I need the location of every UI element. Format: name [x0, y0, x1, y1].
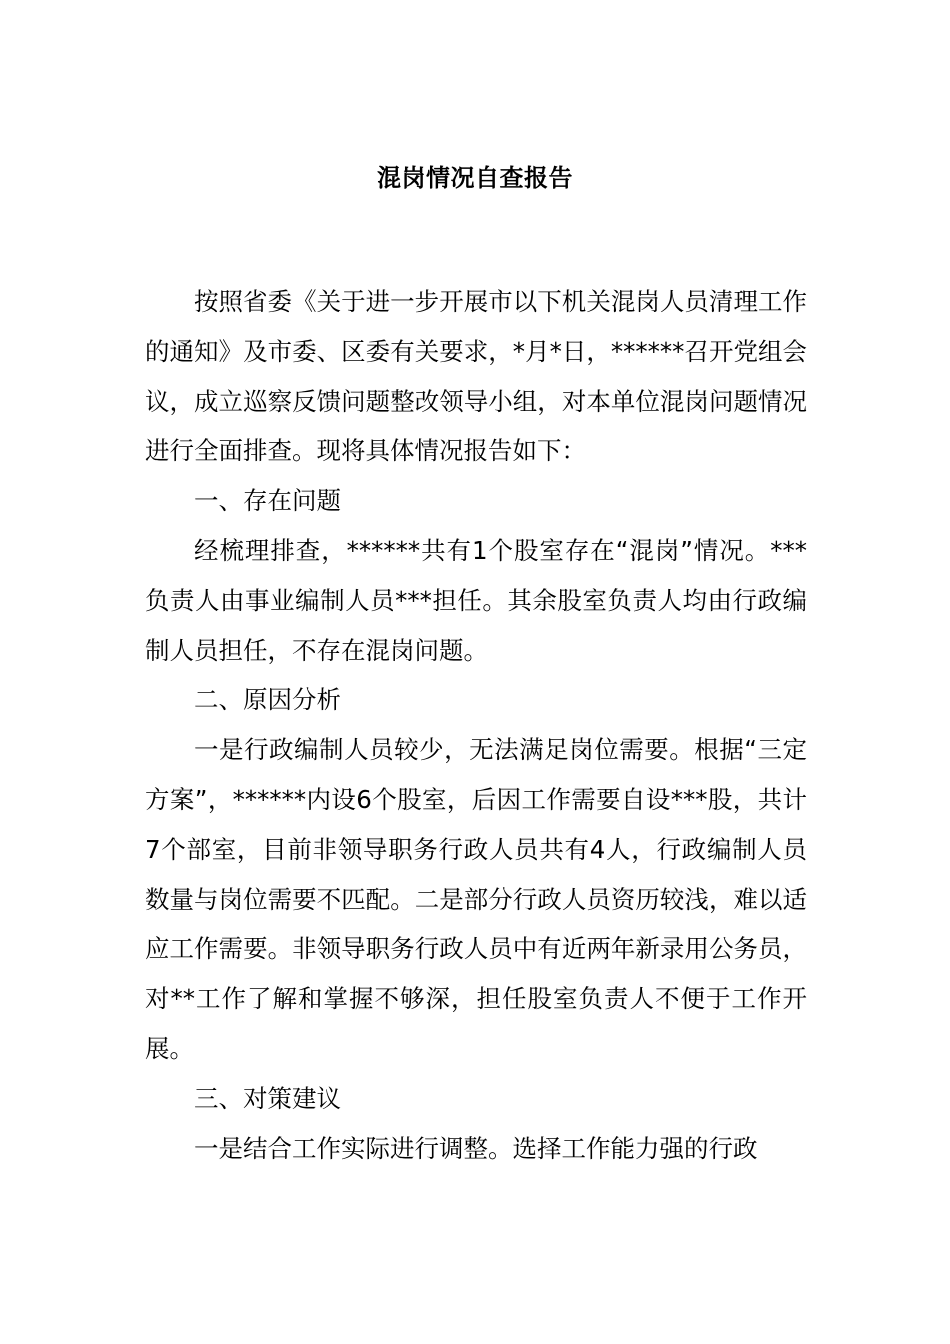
document-title: 混岗情况自查报告 [377, 164, 573, 192]
paragraph-problems: 经梳理排查，******共有1个股室存在“混岗”情况。***负责人由事业编制人员***担任。其余股室负责人均由行政编制人员担任，不存在混岗问题。 [145, 535, 807, 665]
section-heading-suggestions: 三、对策建议 [194, 1083, 341, 1113]
paragraph-causes: 一是行政编制人员较少，无法满足岗位需要。根据“三定方案”，******内设6个股室，后因工作需要自设***股，共计7个部室，目前非领导职务行政人员共有4人，行政编制人员数量与岗位需要不匹配。二是部分行政人员资历较浅，难以适应工作需要。非领导职务行政人员中有近两年新录用公务员，对**工作了解和掌握不够深，担任股室负责人不便于工作开展。 [145, 735, 807, 1063]
section-heading-causes: 二、原因分析 [194, 685, 341, 715]
document-body [145, 277, 807, 1173]
paragraph-suggestions: 一是结合工作实际进行调整。选择工作能力强的行政 [194, 1133, 758, 1163]
section-heading-problems: 一、存在问题 [194, 486, 341, 516]
paragraph-intro: 按照省委《关于进一步开展市以下机关混岗人员清理工作的通知》及市委、区委有关要求，*月*日，******召开党组会议，成立巡察反馈问题整改领导小组，对本单位混岗问题情况进行全面排查。现将具体情况报告如下： [145, 287, 807, 466]
